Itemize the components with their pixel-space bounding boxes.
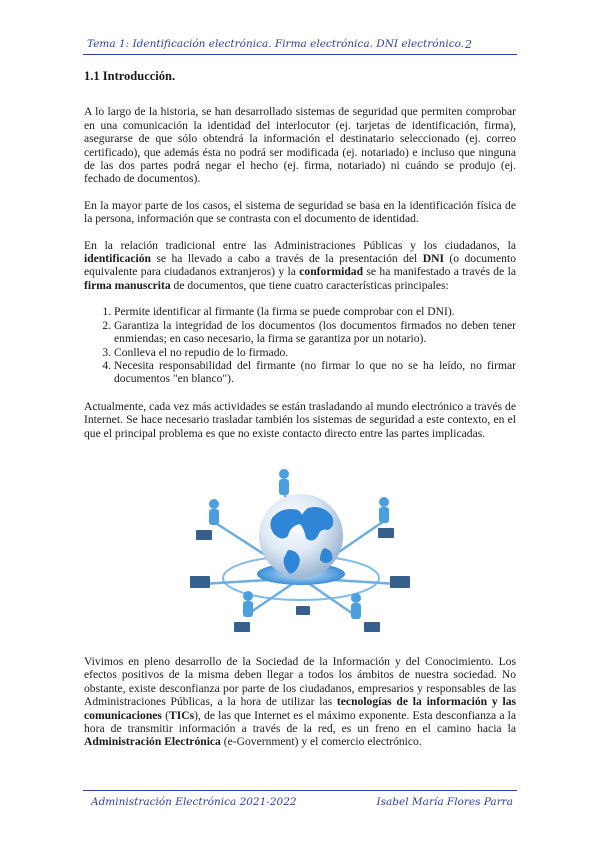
paragraph-3 — [84, 239, 516, 293]
list-item: 4. Necesita responsabilidad del firmante (no firmar lo que no se ha leído, no firmar documentos "en blanco"). — [114, 359, 516, 386]
characteristics-list — [84, 305, 516, 385]
text-run: ), de las que Internet es el máximo exponente. Esta desconfianza a la hora de transmitir información a través de la red, es un freno en el camino hacia la — [84, 708, 516, 736]
list-item: 1. Permite identificar al firmante (la firma se puede comprobar con el DNI). — [114, 305, 516, 318]
network-globe-illustration — [184, 466, 418, 636]
section-title: 1.1 Introducción. — [84, 69, 176, 83]
bold-term: identificación — [84, 252, 151, 266]
bold-term: TICs — [168, 708, 195, 722]
text-run: de documentos, que tiene cuatro características principales: — [170, 278, 449, 292]
main-content — [84, 70, 516, 453]
list-item: 2. Garantiza la integridad de los documentos (los documentos firmados no deben tener enmiendas; en caso necesario, la firma se garantiza por un notario). — [114, 319, 516, 346]
text-run: (e-Government) y el comercio electrónico. — [220, 735, 422, 749]
paragraph-2: En la mayor parte de los casos, el sistema de seguridad se basa en la identificación física de la persona, información que se contrasta con el documento de identidad. — [84, 198, 516, 226]
bold-term: DNI — [422, 252, 444, 266]
text-run: Vivimos en pleno desarrollo de la Sociedad de la Información y del Conocimiento. Los efectos positivos de la misma deben llegar a todos los ámbitos de nuestra sociedad. No obstante, existe desconfianza por parte de los ciudadanos, empresarios y responsables de las Administraciones Públicas, a la hora de utilizar las — [84, 655, 516, 709]
text-run: (o documento equivalente para ciudadanos extranjeros) y la — [84, 252, 516, 279]
text-run: se ha manifestado a través de la — [363, 265, 516, 279]
bold-term: Administración Electrónica — [84, 735, 221, 749]
page-header — [83, 34, 517, 55]
paragraph-4: Actualmente, cada vez más actividades se están trasladando al mundo electrónico a través de Internet. Se hace necesario trasladar también los sistemas de seguridad a este contexto, en el que el principal problema es que no existe contacto directo entre las partes implicadas. — [84, 399, 516, 440]
list-item: 3. Conlleva el no repudio de lo firmado. — [114, 346, 516, 359]
bold-term: tecnologías de la información y las comunicaciones — [84, 695, 516, 722]
header-title: Tema 1: Identificación electrónica. Firma electrónica. DNI electrónico. — [87, 38, 465, 50]
text-run: se ha llevado a cabo a través de la presentación del — [150, 252, 423, 266]
text-run: ( — [161, 708, 169, 722]
paragraph-1: A lo largo de la historia, se han desarrollado sistemas de seguridad que permiten comprobar en una comunicación la identidad del interlocutor (ej. tarjetas de identificación, firma), asegurarse de que sólo obtendrá la información el destinatario seleccionado (ej. correo certificado), que además ésta no podrá ser modificada (ej. notariado) e incluso que ninguna de las dos partes podrá negar el hecho (ej. firma, notariado) ni cuándo se produjo (ej. fechado de documentos). — [84, 105, 516, 186]
page-footer — [83, 790, 517, 811]
footer-course: Administración Electrónica 2021-2022 — [91, 796, 297, 808]
page-number: 2 — [465, 38, 472, 51]
paragraph-5 — [84, 655, 516, 749]
footer-author: Isabel María Flores Parra — [376, 796, 513, 808]
bold-term: conformidad — [299, 265, 364, 279]
text-run: En la relación tradicional entre las Administraciones Públicas y los ciudadanos, la — [84, 238, 516, 252]
bold-term: firma manuscrita — [84, 278, 171, 292]
